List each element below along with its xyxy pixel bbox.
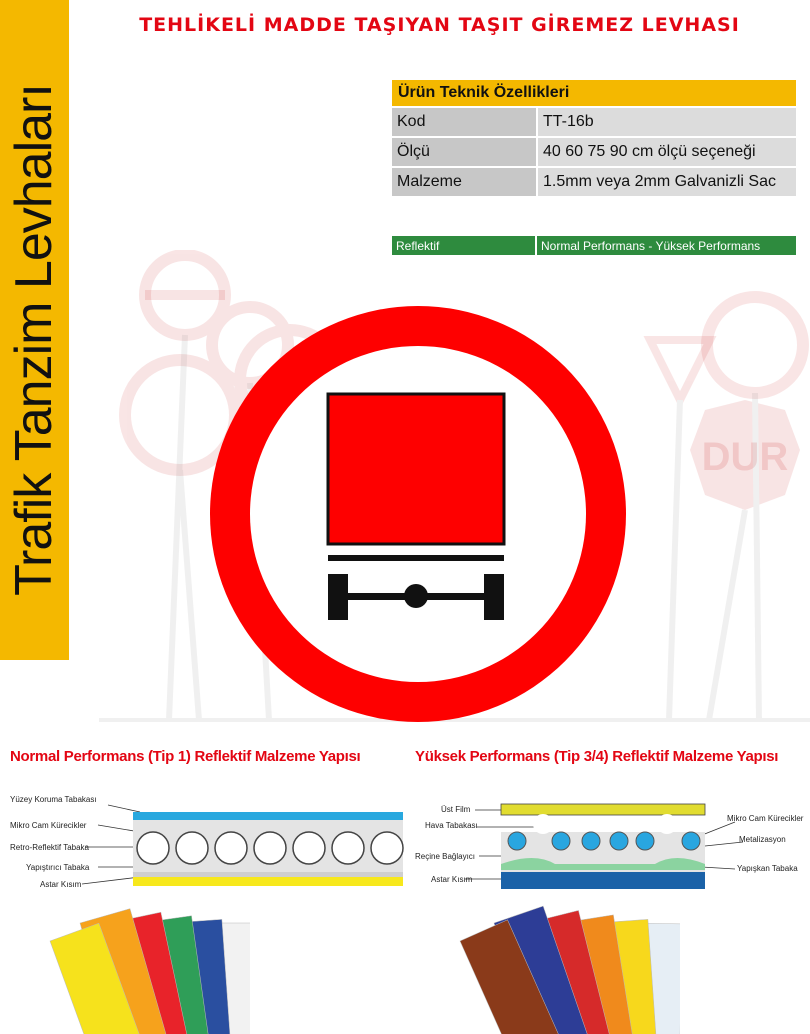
spec-key: Malzeme — [392, 168, 536, 196]
reflective-value: Normal Performans - Yüksek Performans — [537, 236, 796, 255]
spec-value: 1.5mm veya 2mm Galvanizli Sac — [538, 168, 796, 196]
normal-performance-title: Normal Performans (Tip 1) Reflektif Malzeme Yapısı — [10, 748, 361, 765]
label-adhesive-layer: Yapıştırıcı Tabaka — [26, 863, 90, 872]
spec-table-header: Ürün Teknik Özellikleri — [392, 80, 796, 106]
label-metallization: Metalizasyon — [739, 835, 786, 844]
label-primer-right: Astar Kısım — [431, 875, 473, 884]
spec-key: Ölçü — [392, 138, 536, 166]
spec-row-malzeme — [392, 168, 796, 196]
label-glass-beads: Mikro Cam Kürecikler — [10, 821, 87, 830]
label-surface-layer: Yüzey Koruma Tabakası — [10, 795, 97, 804]
sidebar-banner — [0, 0, 69, 660]
high-performance-diagram — [405, 792, 810, 902]
normal-reflective-samples-image — [20, 905, 250, 1034]
label-top-film: Üst Film — [441, 805, 471, 814]
label-resin-binder: Reçine Bağlayıcı — [415, 852, 476, 861]
no-dangerous-goods-sign-icon — [204, 302, 632, 730]
truck-bed-line — [328, 555, 504, 561]
high-performance-title: Yüksek Performans (Tip 3/4) Reflektif Malzeme Yapısı — [415, 748, 779, 765]
sidebar-title: Trafik Tanzim Levhaları — [5, 84, 63, 596]
spec-value: 40 60 75 90 cm ölçü seçeneği — [538, 138, 796, 166]
high-reflective-samples-image — [440, 905, 680, 1034]
spec-table — [390, 78, 798, 198]
sample-fan-left — [50, 909, 250, 1034]
normal-performance-diagram — [0, 792, 405, 892]
page-title: TEHLİKELİ MADDE TAŞIYAN TAŞIT GİREMEZ LEVHASI — [139, 14, 740, 36]
spec-row-olcu — [392, 138, 796, 166]
reflective-key: Reflektif — [392, 236, 535, 255]
spec-value: TT-16b — [538, 108, 796, 136]
spec-row-kod — [392, 108, 796, 136]
label-primer: Astar Kısım — [40, 880, 82, 889]
label-retro-layer: Retro-Reflektif Tabaka — [10, 843, 89, 852]
axle-hub — [404, 584, 428, 608]
label-glass-beads-right: Mikro Cam Kürecikler — [727, 814, 804, 823]
cargo-box — [328, 394, 504, 544]
label-adhesive-right: Yapışkan Tabaka — [737, 864, 798, 873]
background-dur-text: DUR — [701, 435, 789, 479]
sample-fan-right — [460, 906, 680, 1034]
spec-key: Kod — [392, 108, 536, 136]
label-air-layer: Hava Tabakası — [425, 821, 478, 830]
